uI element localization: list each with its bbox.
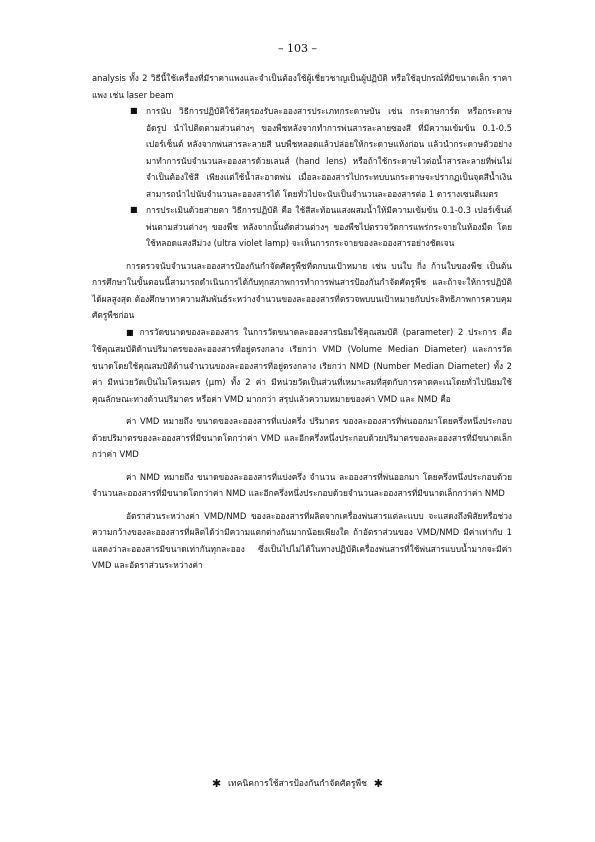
bullet-text-counting: การนับ วิธีการปฏิบัติใช้วัสดุรองรับละอองสารประเภทกระดาษบัน เช่น กระดาษการ์ด หรือกระดาษอัดรูป นำไปติดตามส่วนต่างๆ ของพืชหลังจากทำการพ่นสารละลายซองสี ที่มีความเข้มข้น 0.1-0.5 เปอร์เซ็นต์ หลังจากพ่นสารละลายสี นบพืชหลอดแล้วปล่อยให้กระดาษแห้งก่อน แล้วนำกระดาษตัวอย่างมาทำการนับจำนวนละอองสารด้วยเลนส์ (hand lens) หรือถ้าใช้กระดาษไวต่อน้ำสารละลายที่พ่นไม่จำเป็นต้องใช้สี เพียงแต่ใช้น้ำสะอาดพ่น เมื่อละอองสารไปกระทบบนกระดาษจะปรากฏเป็นจุดสีน้ำเงิน สามารถนำไปนับจำนวนละอองสารได้ โดยทั่วไปจะนับเป็นจำนวนละอองสารต่อ 1 ตารางเซนติเมตร (146, 106, 512, 199)
page-number: – 103 – (278, 42, 317, 55)
paragraph-droplet-size (92, 324, 512, 408)
square-bullet-icon: ■ (130, 106, 138, 115)
page-body (92, 70, 512, 574)
paragraph-vmd-definition: ค่า VMD หมายถึง ขนาดของละอองสารที่แบ่งครึ่ง ปริมาตร ของละอองสารที่พ่นออกมาโดยครึ่งหนึ่งประกอบด้วยปริมาตรของละอองสารที่มีขนาดโตกว่าค่า VMD และอีกครึ่งหนึ่งประกอบด้วยปริมาตรของละอองสารที่มีขนาดเล็กกว่าค่า VMD (92, 416, 512, 459)
paragraph-droplet-counting: การตรวจนับจำนวนละอองสารป้องกันกำจัดศัตรูพืชที่ตกบนเป้าหมาย เช่น บนใบ กิ่ง ก้านใบของพืช เป็นต้น การศึกษาในขั้นตอนนี้สามารถดำเนินการได้กับทุกสภาพการทำการพ่นสารป้องกันกำจัดศัตรูพืช และถ้าจะให้การปฏิบัติได้ผลสูงสุด ต้องศึกษาหาความสัมพันธ์ระหว่างจำนวนของละอองสารที่ตรวจพบบนเป้าหมายกับประสิทธิภาพการควบคุมศัตรูพืชก่อน (92, 260, 512, 320)
star-icon: ✱ (373, 777, 383, 790)
paragraph-vmd-nmd-ratio: อัตราส่วนระหว่างค่า VMD/NMD ของละอองสารที่ผลิตจากเครื่องพ่นสารแต่ละแบบ จะแสดงถึงพิสัยหรือช่วงความกว้างของละอองสารที่ผลิตได้ว่ามีความแตกต่างกันมากน้อยเพียงใด ถ้าอัตราส่วนของ VMD/NMD มีค่าเท่ากับ 1 แสดงว่าละอองสารมีขนาดเท่ากันทุกละออง ซึ่งเป็นไปไม่ได้ในทางปฏิบัติเครื่องพ่นสารที่ใช้พ่นสารแบบน้ำมากจะมีค่า VMD และอัตราส่วนระหว่างค่า (92, 510, 512, 570)
paragraph-droplet-size-text: การวัดขนาดของละอองสาร ในการวัดขนาดละอองสารนิยมใช้คุณสมบัติ (parameter) 2 ประการ คือ ใช้คุณสมบัติด้านปริมาตรของละอองสารที่อยู่ตรงกลาง เรียกว่า VMD (Volume Median Diameter) และการวัดขนาดโดยใช้คุณสมบัติด้านจำนวนของละอองสารที่อยู่ตรงกลาง เรียกว่า NMD (Number Median Diameter) ทั้ง 2 ค่า มีหน่วยวัดเป็นไมโครเมตร (µm) ทั้ง 2 ค่า มีหน่วยวัดเป็นส่วนที่เหมาะสมที่สุดกับการคาดคะเนโดยทั่วไปนิยมใช้คุณลักษณะทางด้านปริมาตร หรือค่า VMD มากกว่า สรุปแล้วความหมายของค่า VMD และ NMD คือ (92, 326, 512, 404)
paragraph-nmd-definition: ค่า NMD หมายถึง ขนาดของละอองสารที่แบ่งครึ่ง จำนวน ละอองสารที่พ่นออกมา โดยครึ่งหนึ่งประกอบด้วยจำนวนละอองสารที่มีขนาดโตกว่าค่า NMD และอีกครึ่งหนึ่งประกอบด้วยจำนวนละอองสารที่มีขนาดเล็กกว่าค่า NMD (92, 471, 512, 498)
bullet-text-visual-assessment: การประเมินด้วยสายตา วิธีการปฏิบัติ คือ ใช้สีสะท้อนแสงผสมน้ำให้มีความเข้มข้น 0.1-0.3 เปอร์เซ็นต์ พ่นตามส่วนต่างๆ ของพืช หลังจากนั้นตัดส่วนต่างๆ ของพืชไปตรวจวัดการแพร่กระจายในห้องมืด โดยใช้หลอดแสงสีม่วง (ultra violet lamp) จะเห็นการกระจายของละอองสารอย่างชัดเจน (146, 205, 512, 248)
paragraph-analysis-methods: analysis ทั้ง 2 วิธีนี้ใช้เครื่องที่มีราคาแพงและจำเป็นต้องใช้ผู้เชี่ยวชาญเป็นผู้ปฏิบัติ หรือใช้อุปกรณ์ที่มีขนาดเล็ก ราคาแพง เช่น laser beam (92, 73, 512, 100)
page-footer (0, 776, 595, 790)
bullet-item-counting (130, 103, 512, 202)
footer-title: เทคนิคการใช้สารป้องกันกำจัดศัตรูพืช (227, 779, 368, 789)
square-bullet-icon: ■ (126, 327, 136, 337)
star-icon: ✱ (212, 777, 222, 790)
bullet-item-visual-assessment (130, 202, 512, 252)
square-bullet-icon: ■ (130, 205, 138, 214)
